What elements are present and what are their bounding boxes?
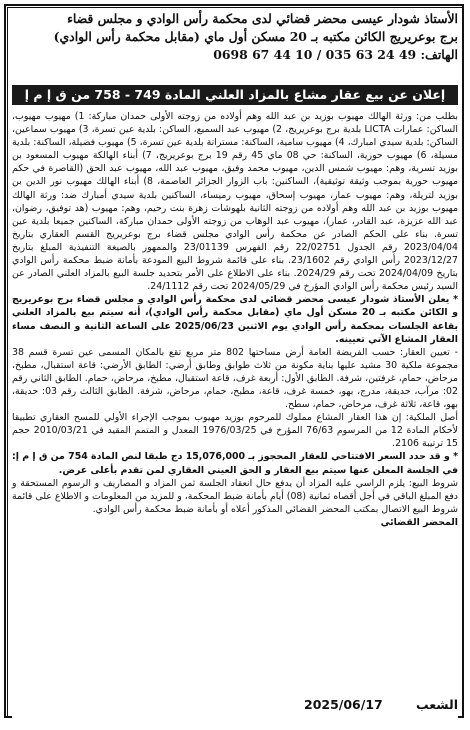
notice-title-banner: إعلان عن بيع عقار مشاع بالمزاد العلني المادة 749 - 758 من ق إ م إ <box>12 85 458 105</box>
header-line-3 <box>12 46 458 64</box>
bailiff-header <box>12 10 458 64</box>
paragraph-parties: بطلب من: ورثة الهالك مهيوب بوزيد بن عبد الله وهم أولاده من زوجته الأولى حمدان مباركة: 1) مهيوب مهيوب، الساكن: عمارات LICTA بلدية برج بوعريريج، 2) مهيوب عبد السميع، الساكن: بلدية عين تسرة، 3) مهيوب سماعين، الساكن: بلدية سيدي امبارك، 4) مهيوب سامية، الساكنة: مستراتة بلدية عين تسرة، 5) مهيوب فضيلة، الساكنة: بلدية مسيلة، 6) مهيوب حورية، الساكنة: حي 08 ماي 45 رقم 19 برج بوعريريج، 7) أبناء الهالكة مهيوب المسعود بن بوزيد تسرية، وهم: مهيوب شمس الدين، مهيوب محمد وفيق، مهيوب عبد الله، مهيوب عبد الحق (القاصرة في حكم مهيوب حورية بموجب وثيقة توثيقية)، الساكنين: باب الزوار الجزائر العاصمة، 8) أبناء الهالك مهيوب نور الدين بن بوزيد لتريلة، وهم: مهيوب عمار، مهيوب إسحاق، مهيوب رميساء، الساكنين بلدية سيدي أمبارك ضد: ورثة الهالك مهيوب بوزيد بن عبد الله وهم أولاده من زوجته الثانية بلهوشات زهرة بنت رحيم، وهم: مهيوب (هد توفيق، رضوان، عبد الله عزيزة، عبد القادر، عمار)، مهيوب عبد الوهاب من زوجته الأولى حمدان مباركة، الساكنين جميعا بلدية عين تسرة. بناء على الحكم الصادر عن محكمة رأس الوادي مجلس قضاء برج بوعريريج القسم العقاري بتاريخ 2023/04/04 رقم الجدول 22/02751 رقم الفهرس 23/01139 والممهور بالصيغة التنفيذية المبلغ بتاريخ 2023/12/27 رأس الوادي رقم 23/1602. بناء على قائمة شروط البيع المودعة بأمانة ضبط محكمة رأس الوادي بتاريخ 2024/04/09 تحت رقم 2024/29. بناء على الاطلاع على الأمر بتحديد جلسة البيع بالمزاد العلني الصادر عن السيد رئيس محكمة رأس الوادي المؤرخ في 2024/05/29 تحت رقم 24/1112. <box>12 111 459 293</box>
paragraph-sale-conditions: شروط البيع: يلزم الراسي عليه المزاد أن يدفع حال انعقاد الجلسة ثمن المزاد و المصاريف و الرسوم المستحقة و دفع المبلغ الباقي في أجل أقصاه ثمانية (08) أيام بأمانة ضبط المحكمة، و للمزيد من المعلومات و الاطلاع على قائمة شروط البيع الاتصال بمكتب المحضر القضائي المذكور أعلاه أو بأمانة ضبط محكمة رأس الوادي. <box>12 477 458 515</box>
signature-line: المحضر القضائي <box>380 516 458 528</box>
paragraph-property-description: - تعيين العقار: حسب الفريضة العامة أرض مساحتها 802 متر مربع تقع بالمكان المسمى عين تسرة قسم 38 مجموعة ملكية 30 مشيد عليها بناية مكونة من ثلاث طوابق وطابق أرضي: الطابق الأرضي: قاعة استقبال، مطبخ، مرحاض، حمام، غرفتين، شرفة. الطابق الأول: أربعة غرف، قاعة استقبال، مطبخ، مرحاض، حمام. الطابق الثاني رقم 02: مرآب، حديقة، مدرج، بهو، خمسة غرف، قاعة، مطبخ، حمام، مرحاض، شرفة. الطابق الثالث رقم 03: حديقة، بهو، قاعة، ثلاثة غرف، مرحاض، حمام، سطح. <box>12 346 458 411</box>
paragraph-ownership-origin: أصل الملكية: إن هذا العقار المشاع مملوك للمرحوم بوزيد مهيوب بموجب الإجراء الأولي للمسح العقاري تطبيقا لأحكام المادة 12 من المرسوم 76/63 المؤرخ في 1976/03/25 المعدل و المتمم المقيد في 2010/03/21 حجم 15 ترتيبة 2106. <box>12 412 458 450</box>
notice-body <box>12 110 458 529</box>
paragraph-announcement: * يعلن الأستاذ شودار عيسى محضر قضائي لدى محكمة رأس الوادي و مجلس قضاء برج بوعريريج و الكائن مكتبه بـ 20 مسكن أول ماي (مقابل محكمة رأس الوادي)، أنه سيتم بيع بالمزاد العلني بقاعة الجلسات بمحكمة رأس الوادي يوم الاثنين 2025/06/23 على الساعة الثانية و النصف مساء العقار المشاع الآتي تعيينه. <box>12 294 458 345</box>
header-line-1: الأستاذ شودار عيسى محضر قضائي لدى محكمة رأس الوادي و مجلس قضاء <box>67 11 458 26</box>
footer <box>12 697 458 718</box>
header-line-2: برج بوعريريج الكائن مكتبه بـ 20 مسكن أول ماي (مقابل محكمة رأس الوادي) <box>53 29 458 44</box>
phone-label: الهاتف: <box>420 47 458 62</box>
phone-numbers: 0698 67 44 10 / 035 63 24 49 <box>213 47 417 62</box>
newspaper-name: الشعب <box>416 697 458 712</box>
paragraph-opening-price: * و قد حدد السعر الافتتاحي للعقار المحجوز بـ 15,076,000 دج طبقا لنص المادة 754 من ق إ م إ: في الجلسة المعلن عنها سيتم بيع العقار و الحق العيني العقاري لمن تقدم بأعلى عرض. <box>12 451 459 476</box>
publication-date: 2025/06/17 <box>304 697 383 712</box>
